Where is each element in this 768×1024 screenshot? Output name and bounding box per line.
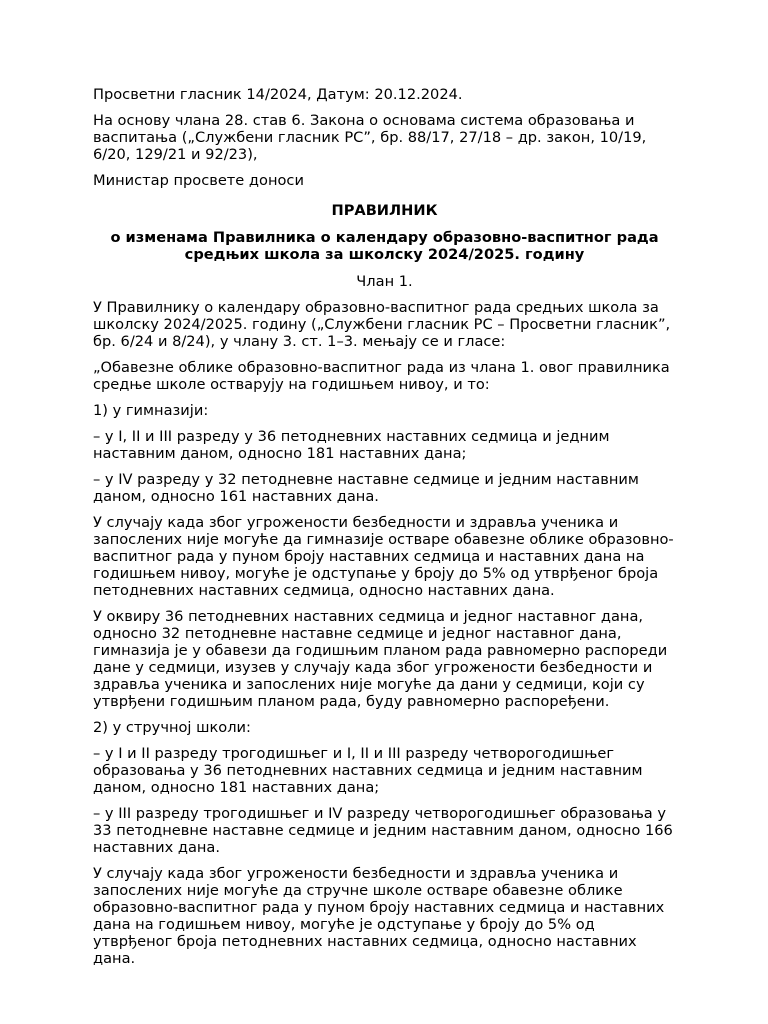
paragraph-body: У случају када због угрожености безбедности и здравља ученика и запослених није могуће да стручне школе остваре обавезне облике образовно-васпитног рада у пуном броју наставних седмица и наставних дана на годишњем нивоу, могуће је одступање у броју до 5% од утврђеног броја петодневних наставних седмица, односно наставних дана. xyxy=(93,865,665,967)
publication-header: Просветни гласник 14/2024, Датум: 20.12.2024. xyxy=(93,86,463,103)
list-item: – у IV разреду у 32 петодневне наставне седмице и једним наставним даном, односно 161 наставних дана. xyxy=(93,471,639,505)
list-item: – у III разреду трогодишњег и IV разреду четворогодишњег образовања у 33 петодневне наставне седмице и једним наставним даном, односно 166 наставних дана. xyxy=(93,805,673,856)
document-subtitle: о изменама Правилника о календару образовно-васпитног рада средњих школа за школску 2024/2025. годину xyxy=(110,229,659,263)
list-heading-vocational: 2) у стручној школи: xyxy=(93,719,251,736)
article-heading: Члан 1. xyxy=(356,273,413,290)
paragraph-quote-start: „Обавезне облике образовно-васпитног рада из члана 1. овог правилника средње школе остварују на годишњем нивоу, и то: xyxy=(93,359,670,393)
paragraph-intro: У Правилнику о календару образовно-васпитног рада средњих школа за школску 2024/2025. годину („Службени гласник РС – Просветни гласник”, бр. 6/24 и 8/24), у члану 3. ст. 1–3. мењају се и гласе: xyxy=(93,299,671,350)
list-heading-gymnasium: 1) у гимназији: xyxy=(93,402,209,419)
list-item: – у I, II и III разреду у 36 петодневних наставних седмица и једним наставним даном, односно 181 наставних дана; xyxy=(93,428,610,462)
paragraph-body: У оквиру 36 петодневних наставних седмица и једног наставног дана, односно 32 петодневне наставне седмице и једног наставног дана, гимназија је у обавези да годишњим планом рада равномерно распореди дане у седмици, изузев у случају када због угрожености безбедности и здравља ученика и запослених није могуће да дани у седмици, који су утврђени годишњим планом рада, буду равномерно распоређени. xyxy=(93,608,668,710)
document-title: ПРАВИЛНИК xyxy=(331,202,438,219)
paragraph-body: У случају када због угрожености безбедности и здравља ученика и запослених није могуће да гимназије остваре обавезне облике образовно-васпитног рада у пуном броју наставних седмица и наставних дана на годишњем нивоу, могуће је одступање у броју до 5% од утврђеног броја петодневних наставних седмица, односно наставних дана. xyxy=(93,514,674,599)
list-item: – у I и II разреду трогодишњег и I, II и III разреду четворогодишњег образовања у 36 петодневних наставних седмица и једним наставним даном, односно 181 наставних дана; xyxy=(93,745,643,796)
legal-basis: На основу члана 28. став 6. Закона о основама система образовања и васпитања („Службени гласник РС”, бр. 88/17, 27/18 – др. закон, 10/19, 6/20, 129/21 и 92/23), xyxy=(93,112,647,163)
issuer-line: Министар просвете доноси xyxy=(93,172,304,189)
